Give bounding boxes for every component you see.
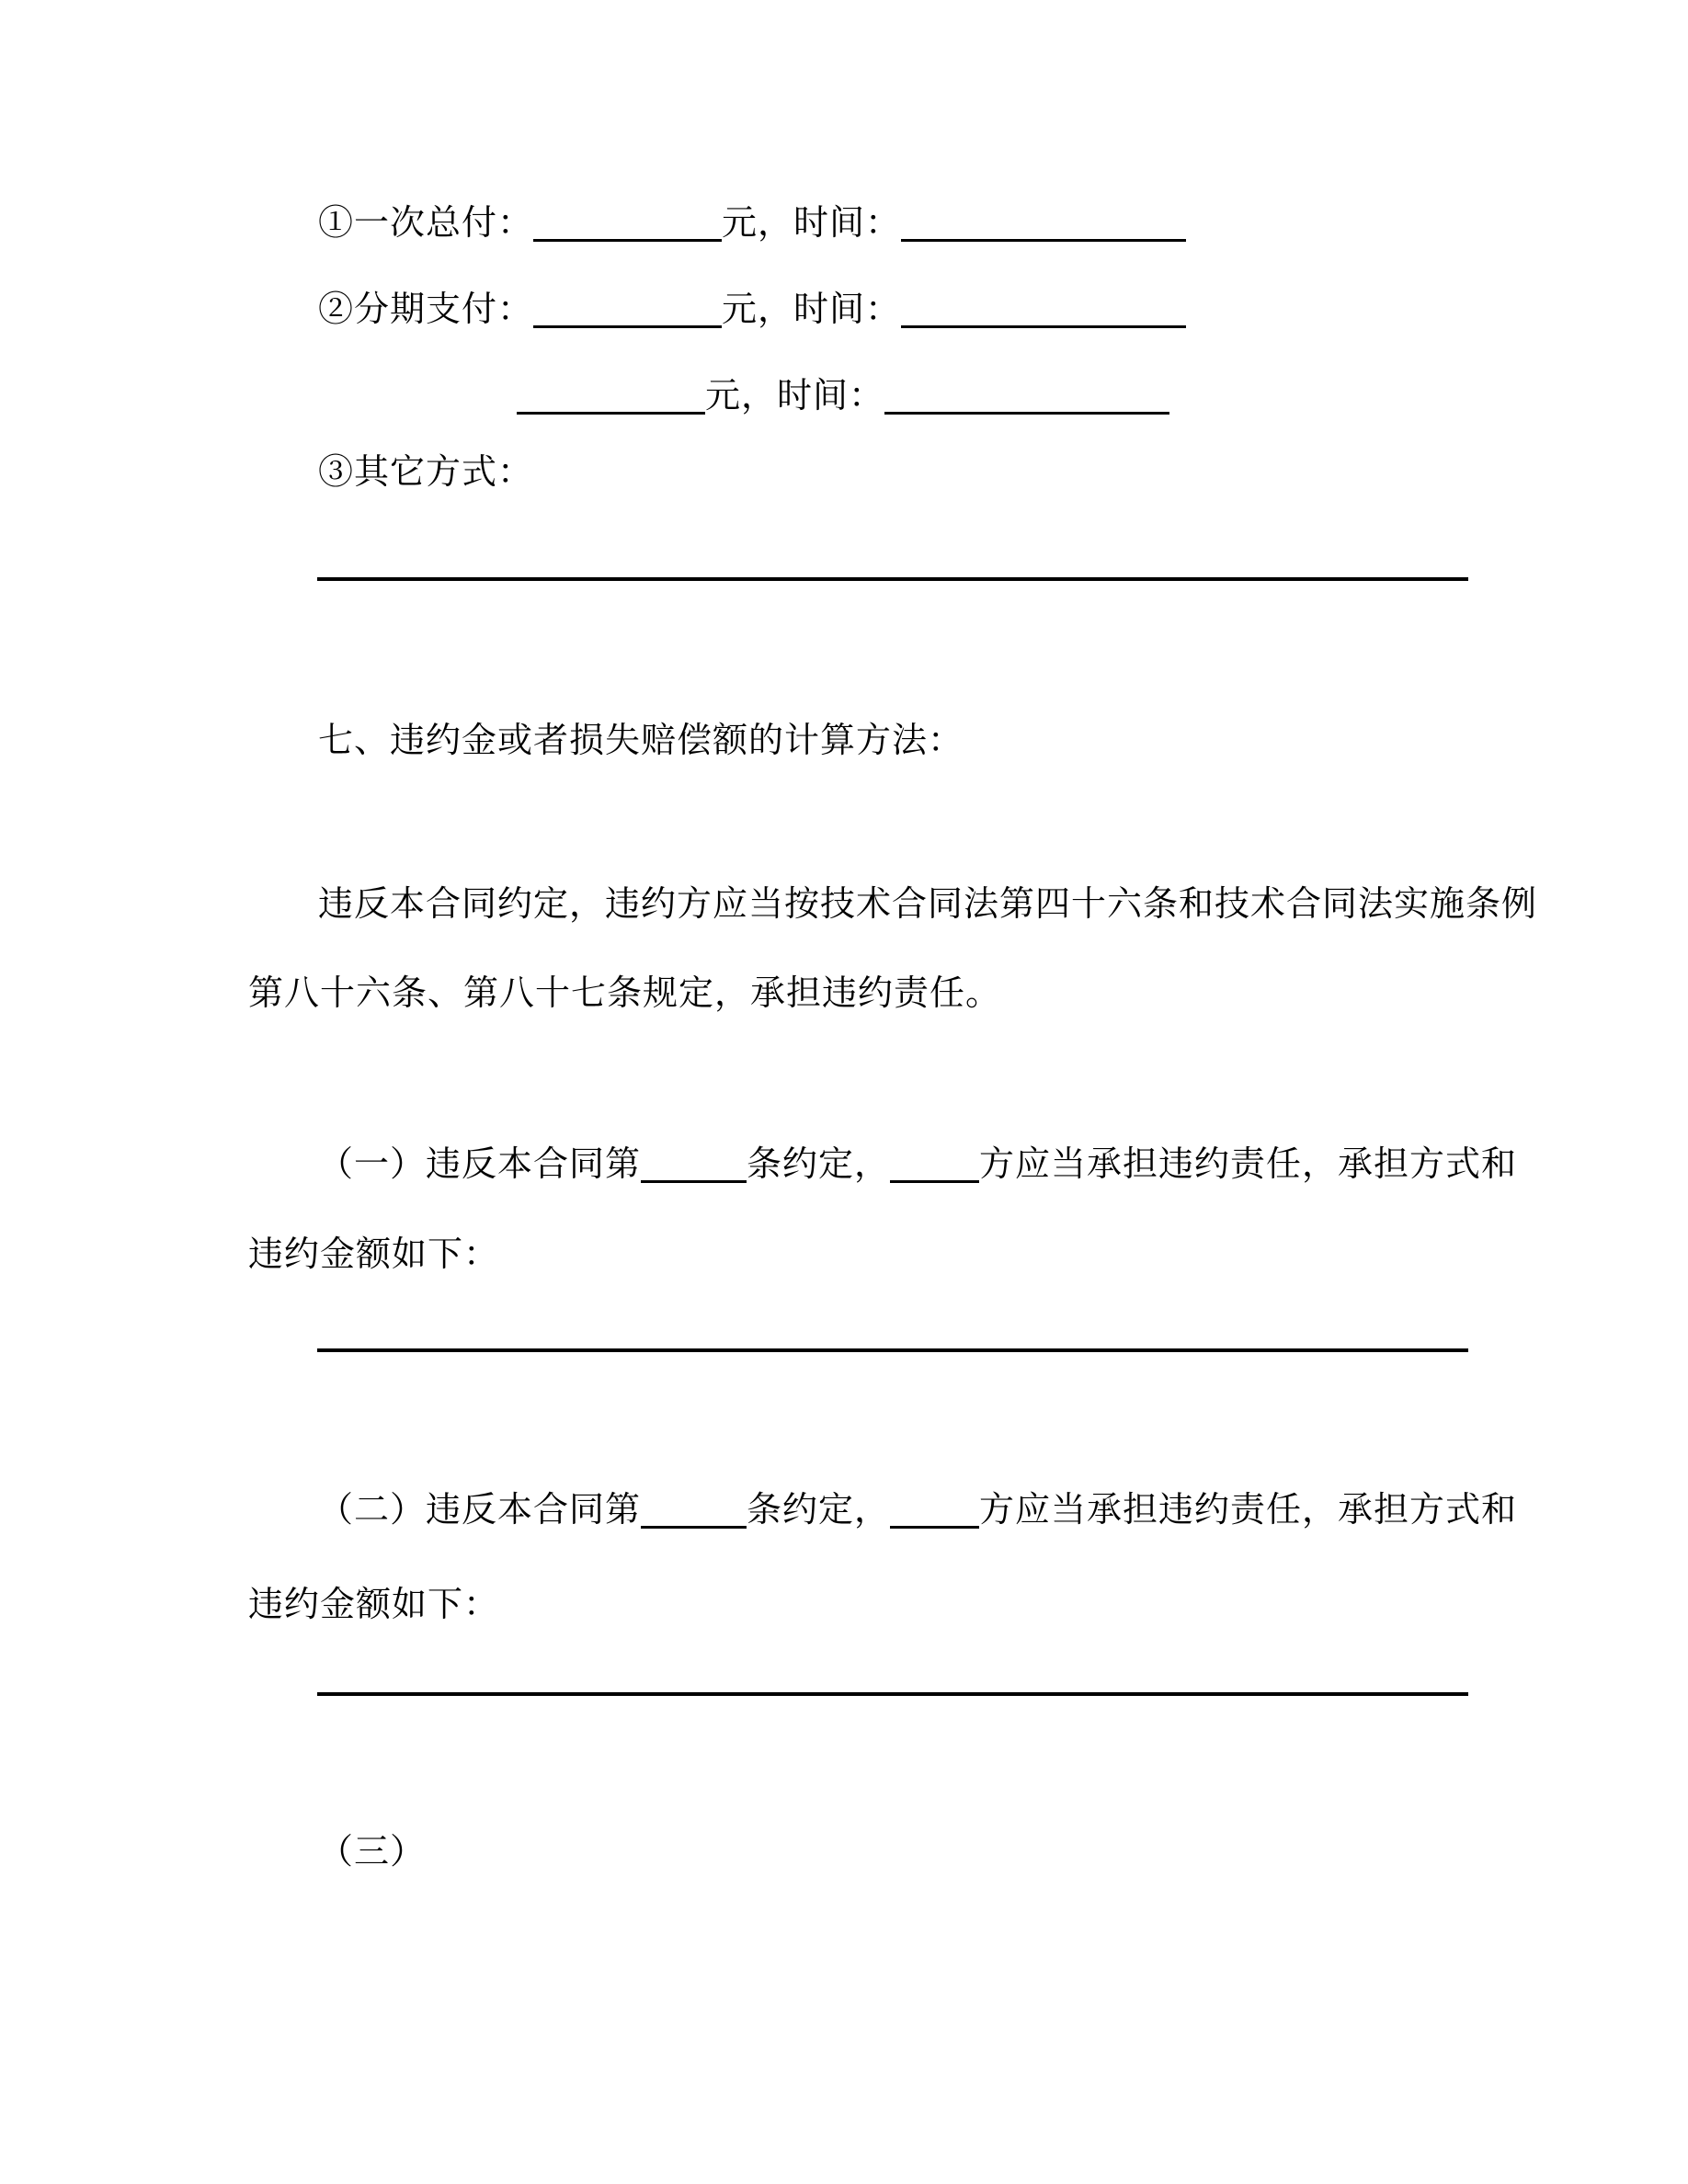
payment-option-3-label: ③其它方式： (318, 453, 534, 492)
payment-option-2b-amount-blank (517, 377, 705, 415)
section-7-intro-line-1 (248, 882, 1624, 927)
payment-option-1-line (248, 201, 1624, 245)
clause-1-article-blank (641, 1145, 747, 1183)
payment-option-1-time-label: 元，时间： (722, 204, 902, 243)
payment-option-1-amount-blank (533, 204, 722, 242)
fill-in-rule-2 (317, 1348, 1468, 1352)
section-7-heading (248, 719, 1624, 763)
clause-2-party-blank (890, 1491, 979, 1529)
payment-option-2-line (248, 288, 1624, 332)
section-7-heading-text: 七、违约金或者损失赔偿额的计算方法： (318, 722, 964, 760)
payment-option-2-label: ②分期支付： (318, 290, 534, 329)
clause-2-post: 方应当承担违约责任，承担方式和 (979, 1491, 1518, 1530)
clause-3-label: （三） (318, 1833, 427, 1871)
clause-2-line-2 (248, 1583, 1554, 1627)
section-7-intro-line-1-text: 违反本合同约定，违约方应当按技术合同法第四十六条和技术合同法实施条例 (318, 885, 1538, 924)
clause-2-pre: （二）违反本合同第 (318, 1491, 642, 1530)
clause-1-pre: （一）违反本合同第 (318, 1145, 642, 1184)
clause-1-post: 方应当承担违约责任，承担方式和 (979, 1145, 1518, 1184)
fill-in-rule-3 (317, 1692, 1468, 1696)
fill-in-rule-1 (317, 577, 1468, 581)
section-7-intro-line-2 (248, 972, 1554, 1016)
payment-option-2b-time-blank (884, 377, 1169, 415)
payment-option-1-time-blank (901, 204, 1186, 242)
clause-2-article-blank (641, 1491, 747, 1529)
clause-1-mid: 条约定， (747, 1145, 891, 1184)
clause-1-party-blank (890, 1145, 979, 1183)
payment-option-2b-time-label: 元，时间： (705, 377, 885, 415)
payment-option-2-time-blank (901, 290, 1186, 328)
payment-option-2-continuation-line (248, 374, 1688, 418)
clause-1-line-2-text: 违约金额如下： (248, 1235, 500, 1274)
clause-3-line (248, 1830, 1624, 1874)
clause-1-line-2 (248, 1233, 1554, 1277)
payment-option-1-label: ①一次总付： (318, 204, 534, 243)
payment-option-3-line (248, 450, 1624, 495)
clause-2-line-2-text: 违约金额如下： (248, 1586, 500, 1624)
section-7-intro-line-2-text: 第八十六条、第八十七条规定，承担违约责任。 (248, 974, 1002, 1013)
clause-1-line-1 (248, 1143, 1624, 1187)
payment-option-2-time-label: 元，时间： (722, 290, 902, 329)
clause-2-mid: 条约定， (747, 1491, 891, 1530)
clause-2-line-1 (248, 1488, 1624, 1532)
payment-option-2-amount-blank (533, 290, 722, 328)
